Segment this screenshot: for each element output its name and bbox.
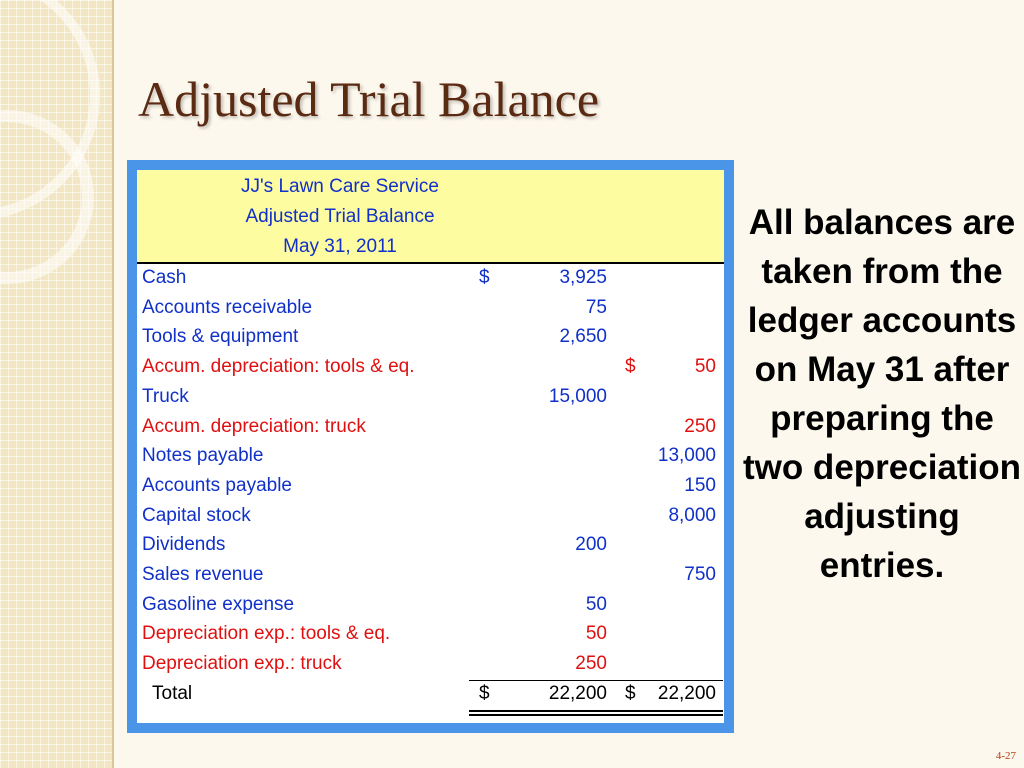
debit-amount: 15,000 bbox=[548, 385, 607, 407]
credit-amount: 150 bbox=[684, 474, 716, 496]
table-row bbox=[137, 323, 724, 353]
table-heading bbox=[137, 170, 724, 264]
company-name: JJ's Lawn Care Service bbox=[241, 176, 439, 197]
credit-currency: $ bbox=[625, 356, 636, 378]
debit-amount: 50 bbox=[585, 593, 607, 615]
table-row bbox=[137, 472, 724, 502]
explanation-text: All balances are taken from the ledger accounts on May 31 after preparing the two depreciation adjusting entries. bbox=[742, 203, 1022, 585]
debit-currency: $ bbox=[479, 682, 490, 704]
debit-currency: $ bbox=[479, 267, 490, 288]
table-row bbox=[137, 383, 724, 413]
account-name: Truck bbox=[142, 385, 189, 407]
account-name: Cash bbox=[142, 267, 187, 288]
account-name: Sales revenue bbox=[142, 564, 264, 585]
account-name: Total bbox=[152, 682, 193, 704]
credit-amount: 750 bbox=[684, 564, 716, 585]
credit-amount: 8,000 bbox=[668, 504, 716, 526]
debit-amount: 75 bbox=[585, 296, 607, 318]
debit-amount: 250 bbox=[575, 653, 607, 675]
sidebar-divider bbox=[112, 0, 114, 768]
account-name: Accum. depreciation: tools & eq. bbox=[142, 356, 415, 378]
credit-amount: 13,000 bbox=[657, 445, 716, 467]
page-number: 4-27 bbox=[995, 750, 1016, 762]
account-name: Gasoline expense bbox=[142, 593, 295, 615]
debit-amount: 2,650 bbox=[559, 326, 607, 348]
table-row bbox=[137, 531, 724, 561]
debit-amount: 3,925 bbox=[559, 267, 607, 288]
table-row bbox=[137, 264, 724, 294]
debit-amount: 50 bbox=[585, 623, 607, 645]
table-row bbox=[137, 561, 724, 591]
credit-amount: 22,200 bbox=[657, 682, 716, 704]
double-underline bbox=[469, 710, 723, 716]
debit-amount: 200 bbox=[575, 534, 607, 556]
debit-amount: 22,200 bbox=[548, 682, 607, 704]
account-name: Depreciation exp.: truck bbox=[142, 653, 342, 675]
table-row bbox=[137, 620, 724, 650]
account-name: Notes payable bbox=[142, 445, 264, 467]
table-row bbox=[137, 413, 724, 443]
credit-amount: 250 bbox=[684, 415, 716, 437]
slide-title: Adjusted Trial Balance bbox=[138, 71, 600, 127]
total-rule bbox=[469, 680, 723, 681]
account-name: Depreciation exp.: tools & eq. bbox=[142, 623, 391, 645]
account-name: Dividends bbox=[142, 534, 226, 556]
account-name: Accum. depreciation: truck bbox=[142, 415, 366, 437]
table-row bbox=[137, 294, 724, 324]
account-name: Capital stock bbox=[142, 504, 251, 526]
account-name: Accounts payable bbox=[142, 474, 292, 496]
credit-currency: $ bbox=[625, 682, 636, 704]
trial-balance-table bbox=[127, 160, 734, 733]
account-name: Accounts receivable bbox=[142, 296, 313, 318]
trial-balance-body bbox=[137, 170, 724, 723]
table-row bbox=[137, 502, 724, 532]
credit-amount: 50 bbox=[694, 356, 716, 378]
statement-title: Adjusted Trial Balance bbox=[245, 206, 435, 227]
table-row bbox=[137, 591, 724, 621]
account-name: Tools & equipment bbox=[142, 326, 299, 348]
statement-date: May 31, 2011 bbox=[283, 236, 397, 257]
table-row bbox=[137, 353, 724, 383]
table-row bbox=[137, 650, 724, 680]
table-row bbox=[137, 442, 724, 472]
decorative-sidebar bbox=[0, 0, 112, 768]
total-row bbox=[137, 680, 724, 710]
